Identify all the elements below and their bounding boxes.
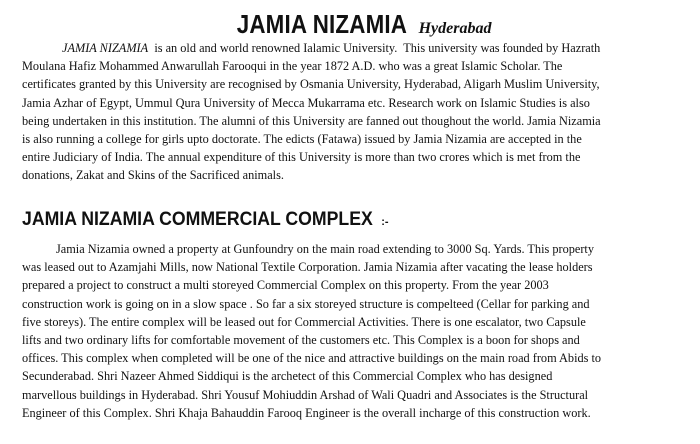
section-heading-suffix: :-: [381, 216, 389, 228]
intro-line-7: entire Judiciary of India. The annual expenditure of this University is more than two crores which is met from the: [22, 150, 581, 165]
complex-line-9: marvellous buildings in Hyderabad. Shri Yousuf Mohiuddin Arshad of Wali Quadri and Associates is the Structural: [22, 387, 589, 402]
complex-line-1: Jamia Nizamia owned a property at Gunfoundry on the main road extending to 3000 Sq. Yards. This property: [56, 242, 595, 256]
intro-line-3: certificates granted by this University are recognised by Osmania University, Hyderabad, Aligarh Muslim University,: [22, 77, 600, 92]
section-heading: [22, 206, 389, 230]
complex-line-10: Engineer of this Complex. Shri Khaja Bahauddin Farooq Engineer is the overall incharge of this construction work.: [22, 405, 591, 420]
complex-line-3: prepared a project to construct a multi storeyed Commercial Complex on this property. From the year 2003: [22, 278, 549, 293]
intro-line-1: [22, 39, 682, 57]
intro-line-4: Jamia Azhar of Egypt, Ummul Qura University of Mecca Mukarrama etc. Research work on Islamic Studies is also: [22, 95, 590, 110]
section-heading-text: JAMIA NIZAMIA COMMERCIAL COMPLEX: [22, 209, 373, 230]
intro-line-1-text: is an old and world renowned Ialamic University. This university was founded by Hazrath: [148, 41, 601, 55]
intro-line-2: Moulana Hafiz Mohammed Anwarullah Farooqui in the year 1872 A.D. who was a great Islamic Scholar. The: [22, 59, 563, 74]
page-title-main: JAMIA NIZAMIA: [236, 9, 407, 39]
page-title: [0, 6, 700, 38]
page-title-location: Hyderabad: [418, 20, 492, 37]
intro-line-5: being undertaken in this institution. The alumni of this University are fanned out thoughout the world. Jamia Nizamia: [22, 113, 601, 128]
intro-paragraph: [22, 39, 682, 185]
complex-line-7: offices. This complex when completed will be one of the nice and attractive buildings on the main road from Abids to: [22, 351, 602, 366]
complex-paragraph: [22, 240, 682, 422]
complex-line-5: five storeys). The entire complex will be leased out for Commercial Activities. There is one escalator, two Capsule: [22, 314, 586, 329]
intro-lead: JAMIA NIZAMIA: [62, 41, 149, 55]
complex-line-8: Secunderabad. Shri Nazeer Ahmed Siddiqui is the archetect of this Commercial Complex who has designed: [22, 369, 553, 384]
complex-line-2: was leased out to Azamjahi Mills, now National Textile Corporation. Jamia Nizamia after vacating the lease holders: [22, 260, 593, 275]
intro-line-8: donations, Zakat and Skins of the Sacrificed animals.: [22, 168, 284, 183]
complex-line-4: construction work is going on in a slow space . So far a six storeyed structure is compelteed (Cellar for parking and: [22, 296, 590, 311]
intro-line-6: is also running a college for girls upto doctorate. The edicts (Fatawa) issued by Jamia Nizamia are accepted in the: [22, 132, 582, 147]
complex-line-6: lifts and two ordinary lifts for comfortable movement of the customers etc. This Complex is a boon for shops and: [22, 333, 580, 348]
